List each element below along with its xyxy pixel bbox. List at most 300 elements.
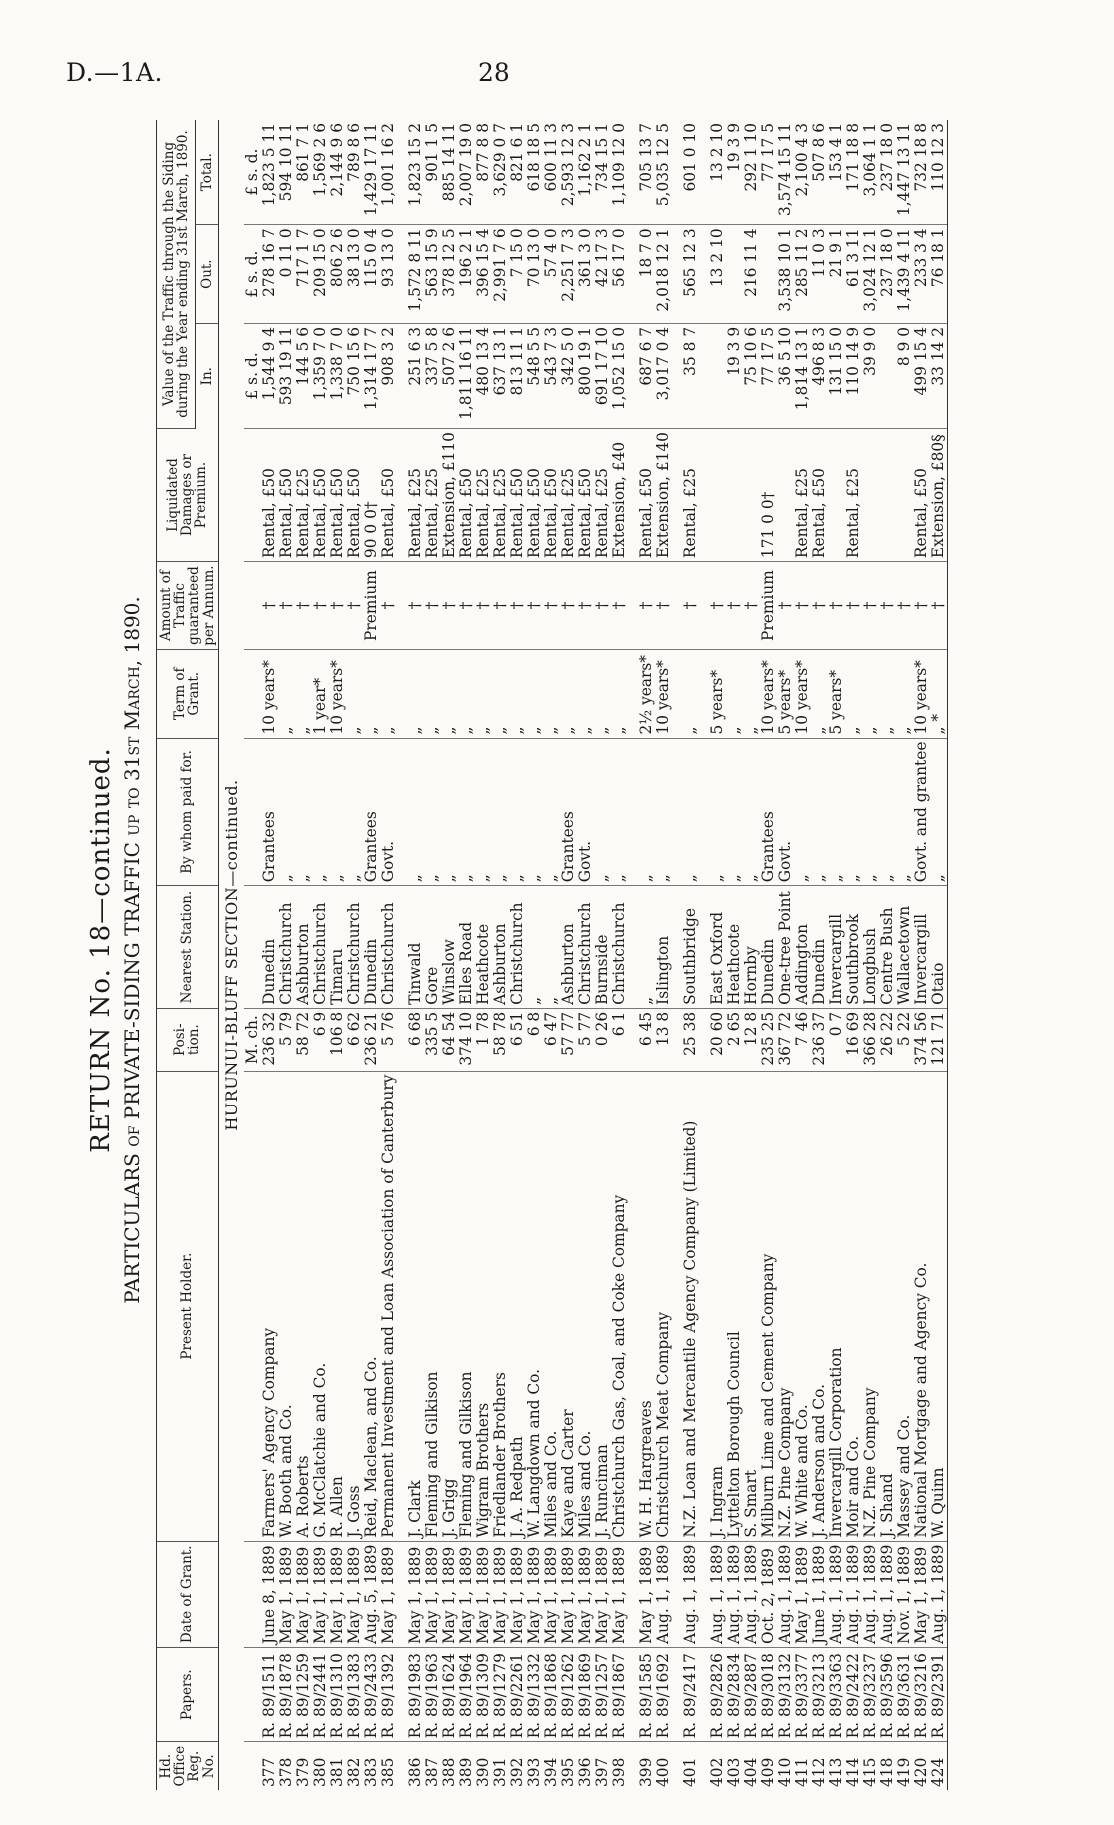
table-row [312, 120, 329, 1790]
cell-value-in: 77 17 5 [760, 323, 777, 428]
cell-papers: R. 89/3377 [794, 1648, 811, 1742]
table-row [777, 120, 794, 1790]
cell-amount-guaranteed: † [560, 562, 577, 650]
cell-reg-no: 397 [592, 1757, 611, 1787]
rotated-table-page [80, 110, 1080, 1790]
cell-reg-no: 415 [860, 1757, 879, 1787]
cell-paid-by: Govt. [380, 738, 397, 886]
cell-term: „ [346, 650, 363, 739]
private-siding-table [156, 120, 948, 1790]
cell-grant-date: June 8, 1889 [261, 1541, 278, 1647]
cell-value-total: 600 11 3 [543, 120, 560, 225]
table-row [862, 120, 879, 1790]
cell-damages: Rental, £50 [261, 429, 278, 562]
cell-damages: Rental, £50 [526, 429, 543, 562]
cell-value-total: 1,001 16 2 [380, 120, 397, 225]
cell-position: 7 46 [794, 1008, 811, 1071]
cell-nearest-station: East Oxford [709, 886, 726, 1009]
cell-nearest-station: Heathcote [726, 886, 743, 1009]
cell-amount-guaranteed: † [424, 562, 441, 650]
section-heading: HURUNUI-BLUFF SECTION—continued. [221, 779, 241, 1131]
cell-position: 57 77 [560, 1008, 577, 1071]
table-row [441, 120, 458, 1790]
cell-nearest-station: Wallacetown [896, 886, 913, 1009]
col-reg: Hd. Office Reg. No. [157, 1742, 219, 1790]
cell-value-in: 543 7 3 [543, 323, 560, 428]
cell-value-out: 565 12 3 [682, 225, 699, 324]
cell-value-in: 813 11 1 [509, 323, 526, 428]
cell-present-holder: N.Z. Pine Company [777, 1071, 794, 1541]
cell-paid-by: „ [638, 738, 655, 886]
cell-value-in: 1,052 15 0 [611, 323, 628, 428]
cell-reg-no: 381 [327, 1757, 346, 1787]
table-row [363, 120, 380, 1790]
cell-present-holder: J. Goss [346, 1071, 363, 1541]
cell-grant-date: Aug. 5, 1889 [363, 1541, 380, 1647]
cell-amount-guaranteed: † [913, 562, 930, 650]
cell-reg-no: 385 [378, 1757, 397, 1787]
cell-damages: Rental, £50 [913, 429, 930, 562]
cell-nearest-station: Invercargill [828, 886, 845, 1009]
cell-nearest-station: Centre Bush [879, 886, 896, 1009]
cell-reg-no: 398 [609, 1757, 628, 1787]
cell-position: 0 7 [828, 1008, 845, 1071]
cell-value-out: 76 18 1 [930, 225, 948, 324]
cell-amount-guaranteed: † [930, 562, 948, 650]
cell-damages: Rental, £25 [475, 429, 492, 562]
cell-grant-date: Aug. 1, 1889 [709, 1541, 726, 1647]
cell-papers: R. 89/1585 [638, 1648, 655, 1742]
cell-value-out: 0 11 0 [278, 225, 295, 324]
cell-value-total: 2,144 9 6 [329, 120, 346, 225]
cell-value-in: 33 14 2 [930, 323, 948, 428]
cell-papers: R. 89/3363 [828, 1648, 845, 1742]
cell-value-total: 13 2 10 [709, 120, 726, 225]
cell-position: 5 76 [380, 1008, 397, 1071]
cell-papers: R. 89/2391 [930, 1648, 948, 1742]
cell-amount-guaranteed: † [492, 562, 509, 650]
cell-grant-date: May 1, 1889 [380, 1541, 397, 1647]
cell-present-holder: Invercargill Corporation [828, 1071, 845, 1541]
cell-paid-by: „ [526, 738, 543, 886]
cell-value-total: 1,109 12 0 [611, 120, 628, 225]
cell-value-out: 563 15 9 [424, 225, 441, 324]
table-row [611, 120, 628, 1790]
cell-present-holder: J. Clark [407, 1071, 424, 1541]
cell-papers: R. 89/1869 [577, 1648, 594, 1742]
cell-term: „ [424, 650, 441, 739]
cell-reg-no: 379 [293, 1757, 312, 1787]
cell-amount-guaranteed: † [509, 562, 526, 650]
table-row [726, 120, 743, 1790]
table-row [278, 120, 295, 1790]
cell-position: 25 38 [682, 1008, 699, 1071]
cell-grant-date: May 1, 1889 [407, 1541, 424, 1647]
cell-reg-no: 424 [930, 1742, 948, 1790]
cell-value-in: 342 5 0 [560, 323, 577, 428]
cell-present-holder: G. McClatchie and Co. [312, 1071, 329, 1541]
cell-paid-by: „ [794, 738, 811, 886]
cell-value-out: 93 13 0 [380, 225, 397, 324]
table-row [543, 120, 560, 1790]
cell-term: „ [896, 650, 913, 739]
cell-grant-date: May 1, 1889 [794, 1541, 811, 1647]
cell-reg-no: 411 [792, 1757, 811, 1787]
cell-paid-by: Grantees [261, 738, 278, 886]
cell-value-total: 1,823 5 11 [261, 120, 278, 225]
cell-value-total: 1,447 13 11 [896, 120, 913, 225]
cell-value-in [879, 323, 896, 428]
cell-damages: Rental, £50 [543, 429, 560, 562]
cell-paid-by: Govt. [777, 738, 794, 886]
cell-amount-guaranteed: † [611, 562, 628, 650]
cell-paid-by: „ [509, 738, 526, 886]
cell-amount-guaranteed: † [441, 562, 458, 650]
cell-amount-guaranteed: † [577, 562, 594, 650]
cell-value-in: 19 3 9 [726, 323, 743, 428]
table-row [560, 120, 577, 1790]
cell-reg-no: 390 [473, 1757, 492, 1787]
cell-term: „ [509, 650, 526, 739]
cell-nearest-station: Addington [794, 886, 811, 1009]
cell-nearest-station: Elles Road [458, 886, 475, 1009]
col-in: In. [196, 323, 219, 428]
cell-nearest-station: Southbrook [845, 886, 862, 1009]
cell-reg-no: 388 [439, 1757, 458, 1787]
cell-value-total: 877 8 8 [475, 120, 492, 225]
cell-papers: R. 89/2441 [312, 1648, 329, 1742]
table-row [913, 120, 930, 1790]
cell-grant-date: May 1, 1889 [611, 1541, 628, 1647]
cell-position: 121 71 [930, 1008, 948, 1071]
cell-paid-by: „ [329, 738, 346, 886]
cell-position: 236 37 [811, 1008, 828, 1071]
cell-reg-no: 412 [809, 1757, 828, 1787]
cell-grant-date: May 1, 1889 [913, 1541, 930, 1647]
cell-grant-date: May 1, 1889 [577, 1541, 594, 1647]
cell-position: 106 8 [329, 1008, 346, 1071]
cell-reg-no: 393 [524, 1757, 543, 1787]
cell-damages: Rental, £50 [329, 429, 346, 562]
col-date: Date of Grant. [157, 1541, 219, 1647]
cell-present-holder: Christchurch Gas, Coal, and Coke Company [611, 1071, 628, 1541]
cell-nearest-station: Christchurch [611, 886, 628, 1009]
cell-value-total: 594 10 11 [278, 120, 295, 225]
cell-value-in: 75 10 6 [743, 323, 760, 428]
cell-value-in: 800 19 1 [577, 323, 594, 428]
cell-papers: R. 89/1624 [441, 1648, 458, 1742]
cell-damages: Rental, £50 [458, 429, 475, 562]
cell-term: 5 years* [777, 650, 794, 739]
cell-paid-by: „ [441, 738, 458, 886]
cell-paid-by: „ [930, 738, 948, 886]
cell-amount-guaranteed: Premium [760, 562, 777, 650]
cell-value-in: 750 15 6 [346, 323, 363, 428]
cell-grant-date: Oct. 2, 1889 [760, 1541, 777, 1647]
cell-nearest-station: Burnside [594, 886, 611, 1009]
cell-position: 58 72 [295, 1008, 312, 1071]
cell-grant-date: May 1, 1889 [278, 1541, 295, 1647]
cell-reg-no: 399 [636, 1757, 655, 1787]
cell-term: „ [475, 650, 492, 739]
cell-grant-date: Aug. 1, 1889 [930, 1541, 948, 1647]
cell-present-holder: S. Smart [743, 1071, 760, 1541]
cell-present-holder: N.Z. Loan and Mercantile Agency Company (Limited) [682, 1071, 699, 1541]
cell-value-in: 251 6 3 [407, 323, 424, 428]
cell-nearest-station: Christchurch [509, 886, 526, 1009]
cell-reg-no: 418 [877, 1757, 896, 1787]
cell-value-out: 3,538 10 1 [777, 225, 794, 324]
cell-value-out: 7 15 0 [509, 225, 526, 324]
units-out: £ s. d. [244, 225, 261, 324]
cell-nearest-station: „ [638, 886, 655, 1009]
cell-nearest-station: „ [526, 886, 543, 1009]
return-subtitle: PARTICULARS of PRIVATE-SIDING TRAFFIC up to 31st March, 1890. [120, 596, 144, 1304]
cell-reg-no: 382 [344, 1757, 363, 1787]
cell-value-out: 209 15 0 [312, 225, 329, 324]
cell-papers: R. 89/1310 [329, 1648, 346, 1742]
cell-term: 10 years* [329, 650, 346, 739]
cell-present-holder: Milburn Lime and Cement Company [760, 1071, 777, 1541]
cell-nearest-station: Timaru [329, 886, 346, 1009]
cell-reg-no: 400 [653, 1757, 672, 1787]
col-term: Term of Grant. [157, 650, 219, 739]
cell-amount-guaranteed: † [709, 562, 726, 650]
cell-reg-no: 395 [558, 1757, 577, 1787]
cell-position: 236 32 [261, 1008, 278, 1071]
cell-nearest-station: Tinwald [407, 886, 424, 1009]
cell-reg-no: 387 [422, 1757, 441, 1787]
cell-value-out: 378 12 5 [441, 225, 458, 324]
cell-grant-date: Aug. 1, 1889 [682, 1541, 699, 1647]
cell-position: 374 56 [913, 1008, 930, 1071]
cell-nearest-station: Invercargill [913, 886, 930, 1009]
cell-grant-date: May 1, 1889 [638, 1541, 655, 1647]
cell-amount-guaranteed: † [278, 562, 295, 650]
cell-papers: R. 89/1692 [655, 1648, 672, 1742]
cell-amount-guaranteed: † [811, 562, 828, 650]
cell-damages: Rental, £25 [682, 429, 699, 562]
units-total: £ s. d. [244, 120, 261, 225]
cell-grant-date: May 1, 1889 [526, 1541, 543, 1647]
cell-paid-by: „ [655, 738, 672, 886]
table-row [638, 120, 655, 1790]
cell-damages: Rental, £50 [312, 429, 329, 562]
cell-term: „ [363, 650, 380, 739]
cell-paid-by: „ [594, 738, 611, 886]
table-row [879, 120, 896, 1790]
cell-value-total: 19 3 9 [726, 120, 743, 225]
cell-paid-by: „ [879, 738, 896, 886]
cell-papers: R. 89/2834 [726, 1648, 743, 1742]
cell-paid-by: Govt. [577, 738, 594, 886]
cell-value-in: 1,338 7 0 [329, 323, 346, 428]
cell-grant-date: Aug. 1, 1889 [726, 1541, 743, 1647]
cell-term: 10 years* [913, 650, 930, 739]
cell-value-total: 5,035 12 5 [655, 120, 672, 225]
cell-amount-guaranteed: † [407, 562, 424, 650]
cell-paid-by: „ [543, 738, 560, 886]
table-row [794, 120, 811, 1790]
table-row [682, 120, 699, 1790]
cell-present-holder: N.Z. Pine Company [862, 1071, 879, 1541]
cell-grant-date: May 1, 1889 [509, 1541, 526, 1647]
cell-position: 6 51 [509, 1008, 526, 1071]
cell-papers: R. 89/1262 [560, 1648, 577, 1742]
table-row [526, 120, 543, 1790]
table-row [896, 120, 913, 1790]
cell-damages: Rental, £50 [380, 429, 397, 562]
cell-papers: R. 89/1332 [526, 1648, 543, 1742]
cell-nearest-station: Dunedin [363, 886, 380, 1009]
cell-value-out: 216 11 4 [743, 225, 760, 324]
cell-papers: R. 89/1309 [475, 1648, 492, 1742]
cell-value-total: 732 18 8 [913, 120, 930, 225]
cell-paid-by: Govt. and grantee [913, 738, 930, 886]
cell-term: 5 years* [709, 650, 726, 739]
cell-value-out: 196 2 1 [458, 225, 475, 324]
cell-present-holder: Friedlander Brothers [492, 1071, 509, 1541]
cell-damages: Extension, £110 [441, 429, 458, 562]
cell-value-out: 237 18 0 [879, 225, 896, 324]
cell-nearest-station: Ashburton [560, 886, 577, 1009]
cell-reg-no: 410 [775, 1757, 794, 1787]
cell-amount-guaranteed: † [743, 562, 760, 650]
cell-damages: Extension, £80§ [930, 429, 948, 562]
cell-damages [862, 429, 879, 562]
cell-nearest-station: Dunedin [261, 886, 278, 1009]
cell-grant-date: May 1, 1889 [424, 1541, 441, 1647]
cell-value-out: 396 15 4 [475, 225, 492, 324]
cell-value-out: 717 1 7 [295, 225, 312, 324]
cell-grant-date: June 1, 1889 [811, 1541, 828, 1647]
col-total: Total. [196, 120, 219, 225]
cell-reg-no: 401 [680, 1757, 699, 1787]
cell-present-holder: A. Roberts [295, 1071, 312, 1541]
cell-value-in: 507 2 6 [441, 323, 458, 428]
cell-value-in: 39 9 0 [862, 323, 879, 428]
cell-paid-by: „ [475, 738, 492, 886]
cell-paid-by: „ [278, 738, 295, 886]
cell-paid-by: „ [811, 738, 828, 886]
cell-term: „ [862, 650, 879, 739]
cell-reg-no: 380 [310, 1757, 329, 1787]
page-number: 28 [478, 58, 510, 87]
cell-nearest-station: Heathcote [475, 886, 492, 1009]
cell-damages: Rental, £25 [295, 429, 312, 562]
cell-paid-by: „ [845, 738, 862, 886]
col-papers: Papers. [157, 1648, 219, 1742]
table-row [380, 120, 397, 1790]
cell-value-in: 1,811 16 11 [458, 323, 475, 428]
cell-value-total: 237 18 0 [879, 120, 896, 225]
cell-present-holder: W. White and Co. [794, 1071, 811, 1541]
cell-nearest-station: Ashburton [295, 886, 312, 1009]
cell-papers: R. 89/2422 [845, 1648, 862, 1742]
cell-papers: R. 89/1511 [261, 1648, 278, 1742]
cell-reg-no: 409 [758, 1757, 777, 1787]
cell-papers: R. 89/3631 [896, 1648, 913, 1742]
cell-present-holder: W. H. Hargreaves [638, 1071, 655, 1541]
cell-position: 335 5 [424, 1008, 441, 1071]
cell-present-holder: J. Shand [879, 1071, 896, 1541]
cell-value-in: 1,544 9 4 [261, 323, 278, 428]
cell-value-out: 57 4 0 [543, 225, 560, 324]
cell-term: 10 years* [794, 650, 811, 739]
cell-value-out: 285 11 2 [794, 225, 811, 324]
cell-term: 10 years* [760, 650, 777, 739]
col-out: Out. [196, 225, 219, 324]
cell-paid-by: Grantees [560, 738, 577, 886]
cell-damages: Rental, £25 [794, 429, 811, 562]
cell-value-out: 18 7 0 [638, 225, 655, 324]
cell-value-out: 42 17 3 [594, 225, 611, 324]
cell-value-total: 821 6 1 [509, 120, 526, 225]
cell-amount-guaranteed: Premium [363, 562, 380, 650]
cell-nearest-station: Winslow [441, 886, 458, 1009]
cell-position: 6 45 [638, 1008, 655, 1071]
cell-papers: R. 89/3596 [879, 1648, 896, 1742]
cell-damages: Rental, £25 [407, 429, 424, 562]
cell-term: „ [879, 650, 896, 739]
cell-papers: R. 89/1964 [458, 1648, 475, 1742]
cell-value-total: 901 1 5 [424, 120, 441, 225]
cell-grant-date: May 1, 1889 [441, 1541, 458, 1647]
cell-damages [726, 429, 743, 562]
cell-position: 58 78 [492, 1008, 509, 1071]
cell-grant-date: Aug. 1, 1889 [655, 1541, 672, 1647]
cell-present-holder: Fleming and Gilkison [424, 1071, 441, 1541]
cell-reg-no: 377 [259, 1757, 278, 1787]
cell-value-in: 548 5 5 [526, 323, 543, 428]
cell-paid-by: „ [492, 738, 509, 886]
cell-value-total: 1,823 15 2 [407, 120, 424, 225]
cell-value-in: 144 5 6 [295, 323, 312, 428]
cell-nearest-station: Christchurch [577, 886, 594, 1009]
cell-value-out: 2,991 7 6 [492, 225, 509, 324]
cell-grant-date: May 1, 1889 [560, 1541, 577, 1647]
cell-papers: R. 89/1878 [278, 1648, 295, 1742]
cell-paid-by: „ [862, 738, 879, 886]
cell-amount-guaranteed: † [295, 562, 312, 650]
cell-term: „ [278, 650, 295, 739]
cell-papers: R. 89/2261 [509, 1648, 526, 1742]
cell-damages: Rental, £50 [509, 429, 526, 562]
cell-nearest-station: Dunedin [760, 886, 777, 1009]
cell-damages: Rental, £25 [492, 429, 509, 562]
cell-amount-guaranteed: † [458, 562, 475, 650]
cell-term: „ [560, 650, 577, 739]
col-paid: By whom paid for. [157, 738, 219, 886]
cell-value-in: 593 19 11 [278, 323, 295, 428]
cell-present-holder: J. Grigg [441, 1071, 458, 1541]
cell-reg-no: 420 [911, 1757, 930, 1787]
cell-reg-no: 378 [276, 1757, 295, 1787]
cell-value-in: 496 8 3 [811, 323, 828, 428]
cell-present-holder: Miles and Co. [543, 1071, 560, 1541]
cell-term: „ [577, 650, 594, 739]
cell-value-total: 601 0 10 [682, 120, 699, 225]
table-row [458, 120, 475, 1790]
cell-present-holder: Moir and Co. [845, 1071, 862, 1541]
cell-papers: R. 89/3216 [913, 1648, 930, 1742]
col-station: Nearest Station. [157, 886, 219, 1009]
cell-nearest-station: Dunedin [811, 886, 828, 1009]
cell-damages: Rental, £25 [560, 429, 577, 562]
cell-papers: R. 89/1392 [380, 1648, 397, 1742]
cell-grant-date: May 1, 1889 [458, 1541, 475, 1647]
cell-present-holder: J. Anderson and Co. [811, 1071, 828, 1541]
